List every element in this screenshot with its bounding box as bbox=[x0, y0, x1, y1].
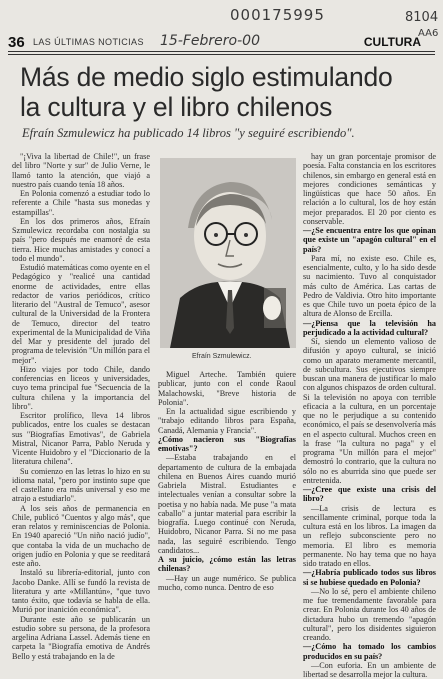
paragraph: En la actualidad sigue escribiendo y "trabajo editando libros para España, Canadá, Alemania y Francia". bbox=[158, 407, 296, 435]
paragraph: —La crisis de lectura es sencillamente criminal, porque toda la cultura está en los libros. La imagen da un reflejo subconsciente pero no memoria. El libro es memoria permanente. No hay tema que no haya sido tratado en ellos. bbox=[303, 503, 436, 568]
paragraph: Su comienzo en las letras lo hizo en su idioma natal, "pero por instinto supe que el castellano era más universal y eso me atrajo a estudiarlo". bbox=[12, 466, 150, 504]
paragraph: Hizo viajes por todo Chile, dando conferencias en liceos y universidades, cuyo tema principal fue "Secuencia de la cultura chilena y la importancia del libro". bbox=[12, 364, 150, 411]
interview-question: A su juicio, ¿cómo están las letras chilenas? bbox=[158, 555, 296, 574]
page-number: 36 bbox=[8, 34, 25, 51]
paragraph: —Hay un auge numérico. Se publica mucho, como nunca. Dentro de eso bbox=[158, 573, 296, 592]
newspaper-name: LAS ÚLTIMAS NOTICIAS bbox=[33, 37, 144, 47]
article-column-2 bbox=[158, 370, 296, 592]
interview-question: —¿Piensa que la televisión ha perjudicado a la actividad cultural? bbox=[303, 318, 436, 337]
interview-question: —¿Se encuentra entre los que opinan que existe un "apagón cultural" en el país? bbox=[303, 226, 436, 254]
paragraph: —No lo sé, pero el ambiente chileno me fue tremendamente favorable para crear. En Polonia durante los 40 años de dictadura hubo un tremendo "apagón cultural", pero los disidentes siguieron creando. bbox=[303, 586, 436, 642]
headline-line-1: Más de medio siglo estimulando bbox=[20, 62, 393, 92]
handwritten-date: 15-Febrero-00 bbox=[160, 33, 260, 49]
paragraph: Durante este año se publicarán un estudio sobre su persona, de la profesora argelina Adriana Lassel. Además tiene en carpeta la "Biografía emotiva de Andrés Bello y está trabajando en la de bbox=[12, 614, 150, 661]
interview-question: —¿Cómo ha tomado los cambios producidos en su país? bbox=[303, 642, 436, 661]
paragraph: Sí, siendo un elemento valioso de difusión y apoyo cultural, se inició como un aparato meramente mercantil, de subcultura. Sus ejecutivos siempre buscan una manera de justificar lo malo con algunos chispazos de orden cultural. Si la televisión no apoya con terrible eficacia a la cultura, en un porcentaje que no le perjudique a su contenido económico, el país se desenvolvería más en el aspecto cultural. Muchos creen en la frase "la cultura no paga" y el programa "Un millón para el mejor" demostró lo contrario, que la cultura no sólo no es aburrida sino que puede ser entretenida. bbox=[303, 337, 436, 485]
interview-question: —¿Cree que existe una crisis del libro? bbox=[303, 485, 436, 504]
page-header bbox=[8, 34, 435, 50]
author-photo bbox=[160, 158, 296, 348]
handwritten-clip-id: 000175995 bbox=[230, 6, 325, 24]
interview-question: ¿Cómo nacieron sus "Biografías emotivas"? bbox=[158, 434, 296, 453]
paragraph: hay un gran porcentaje promisor de poesía. Falta constancia en los escritores chilenos, sin embargo en general está en mejores condiciones semánticas y lingüísticas que hace 50 años. En relación a lo cultural, los de hoy están mejor preparados. El 20 por ciento es conservable. bbox=[303, 152, 436, 226]
article-column-1 bbox=[12, 152, 150, 661]
header-rule bbox=[8, 51, 435, 52]
paragraph: —Con euforia. En un ambiente de libertad se desarrolla mejor la cultura. bbox=[303, 660, 436, 679]
portrait-illustration bbox=[160, 158, 296, 348]
paragraph: Estudió matemáticas como oyente en el Pedagógico y "realicé una cantidad enorme de actividades, entre ellas redactor de varios periódicos, crítico literario del "Austral de Temuco", asesor cultural de la Universidad de la Frontera de Temuco, director del teatro experimental de la Municipalidad de Viña del Mar y presidente del jurado del programa de televisión "Un millón para el mejor". bbox=[12, 263, 150, 365]
paragraph: En los dos primeros años, Efraín Szmulewicz recordaba con nostalgia su país "pero después me enamoré de esta tierra. Hice muchas amistades y conocí a todo el mundo". bbox=[12, 216, 150, 263]
handwritten-code: AA6 bbox=[418, 28, 439, 39]
paragraph: "¡Viva la libertad de Chile!", un frase del libro "Norte y sur" de Julio Verne, le llamó tanto la atención, que viajó a nuestro país cuando tenía 18 años. bbox=[12, 152, 150, 189]
paragraph: Para mí, no existe eso. Chile es, esencialmente, culto, y lo ha sido desde su nacimiento. Tuvo al conquistador más culto de América. Las cartas de Pedro de Valdivia. Otro hito importante es que Chile tuvo un poeta épico de la altura de Alonso de Ercilla. bbox=[303, 253, 436, 319]
interview-question: —¿Habría publicado todos sus libros si se hubiese quedado en Polonia? bbox=[303, 568, 436, 587]
paragraph: En Polonia comenzó a estudiar todo lo referente a Chile "hasta sus monedas y estampillas". bbox=[12, 189, 150, 217]
paragraph: Instaló su librería-editorial, junto con Jacobo Danke. Allí se fundó la revista de literatura y arte «Millantún», "que tuvo tanto éxito, que todavía se habla de ella. Murió por inanición económica". bbox=[12, 568, 150, 615]
paragraph: —Estaba trabajando en el departamento de cultura de la embajada chilena en Buenos Aires cuando murió Gabriela Mistral. Estudiantes e intelectuales venían a consultar sobre la poetisa y no había nada. Me puse "a mata caballo" a juntar material para escribir la biografía. Luego continué con Neruda, Huidobro, Nicanor Parra. Si no me pasa nada, las seguiré escribiendo. Tengo candidatos... bbox=[158, 453, 296, 555]
header-rule-2 bbox=[8, 54, 435, 55]
paragraph: A los seis años de permanencia en Chile, publicó "Cuentos y algo más", que eran relatos y reminiscencias de Polonia. En 1940 apareció "Un niño nació judío", que contaba la vida de un muchacho de origen judío en Polonia y que se reeditará este año. bbox=[12, 503, 150, 568]
section-name: CULTURA bbox=[363, 35, 421, 49]
headline-line-2: la cultura y el libro chilenos bbox=[20, 92, 333, 122]
handwritten-number: 8104 bbox=[405, 10, 439, 25]
subheadline: Efraín Szmulewicz ha publicado 14 libros "y seguiré escribiendo". bbox=[22, 126, 355, 140]
headline bbox=[20, 62, 430, 122]
photo-caption: Efraín Szmulewicz. bbox=[192, 353, 252, 360]
paragraph: Escritor prolífico, lleva 14 libros publicados, entre los cuales se destacan sus "Biografías Emotivas", de Gabriela Mistral, Nicanor Parra, Pablo Neruda y Vicente Huidobro y el "Diccionario de la literatura chilena". bbox=[12, 411, 150, 467]
paragraph: Miguel Arteche. También quiere publicar, junto con el conde Raoul Malachowski, "Breve historia de Polonia". bbox=[158, 370, 296, 407]
